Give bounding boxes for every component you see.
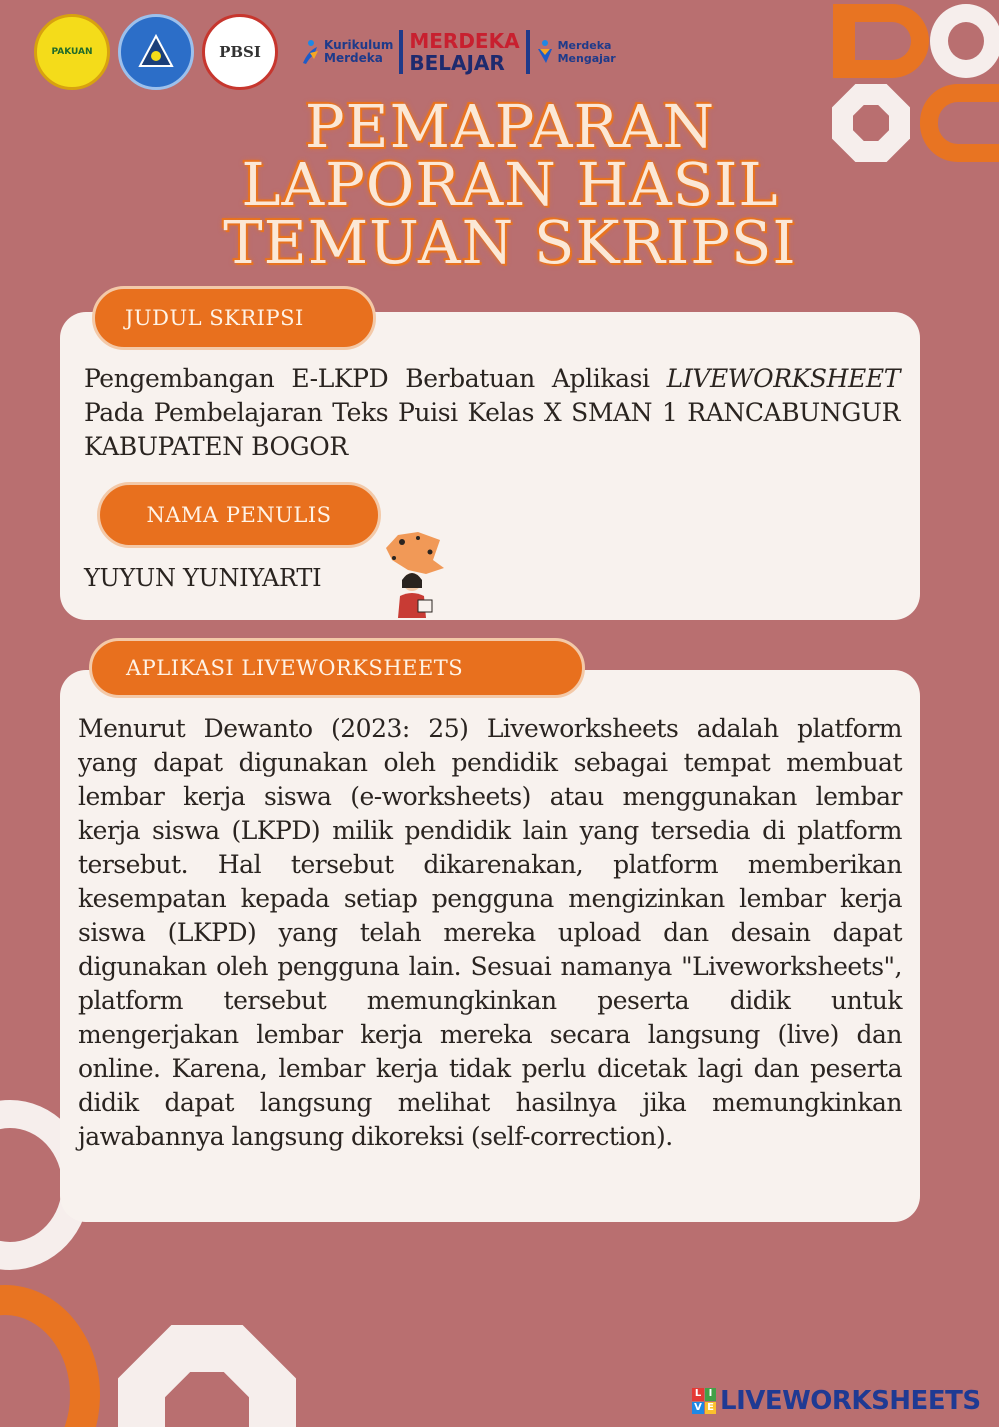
- title-line3: TEMUAN SKRIPSI: [223, 208, 797, 277]
- title-line2: LAPORAN HASIL: [241, 150, 779, 219]
- decor-orange-arc-left: [0, 1285, 100, 1427]
- fkip-logo: [118, 14, 194, 90]
- fkip-emblem-icon: [136, 32, 176, 72]
- header-logos: [34, 14, 616, 90]
- student-illustration-icon: [378, 530, 448, 620]
- merdeka-belajar-line2: BELAJAR: [409, 51, 505, 75]
- title-line1: PEMAPARAN: [304, 92, 716, 161]
- kurikulum-line2: Merdeka: [324, 51, 383, 65]
- decor-orange-arc-right: [920, 84, 999, 162]
- merdeka-mengajar-line2: Mengajar: [557, 52, 616, 65]
- unpak-logo: [34, 14, 110, 90]
- nama-penulis-label: [97, 482, 381, 548]
- merdeka-mengajar-figure-icon: [536, 39, 554, 65]
- decor-orange-d-shape: [833, 4, 929, 78]
- liveworksheets-grid-icon: L I V E: [692, 1388, 716, 1414]
- merdeka-mengajar-logo: [536, 39, 616, 65]
- author-name: YUYUN YUNIYARTI: [84, 564, 322, 592]
- judul-text: [84, 362, 900, 464]
- kurikulum-line1: Kurikulum: [324, 38, 394, 52]
- judul-text-pre: Pengembangan E-LKPD Berbatuan Aplikasi: [84, 364, 667, 393]
- judul-text-italic: LIVEWORKSHEET: [666, 364, 900, 393]
- aplikasi-liveworksheets-label: [89, 638, 585, 698]
- aplikasi-label-text: APLIKASI LIVEWORKSHEETS: [126, 656, 464, 680]
- liveworksheets-footer-logo: [692, 1386, 981, 1416]
- pbsi-logo: [202, 14, 278, 90]
- pbsi-logo-text: PBSI: [219, 43, 261, 61]
- liveworksheets-footer-text: LIVEWORKSHEETS: [720, 1386, 981, 1416]
- merdeka-belajar-line1: MERDEKA: [409, 29, 520, 53]
- judul-label-text: JUDUL SKRIPSI: [125, 306, 304, 330]
- judul-text-post: Pada Pembelajaran Teks Puisi Kelas X SMAN 1 RANCABUNGUR KABUPATEN BOGOR: [84, 398, 900, 461]
- kurikulum-figure-icon: [300, 39, 320, 65]
- merdeka-belajar-logo: [409, 30, 519, 74]
- ministry-brands: [300, 30, 616, 74]
- unpak-logo-text: PAKUAN: [51, 47, 93, 57]
- page-title: [100, 92, 920, 277]
- judul-skripsi-label: [92, 286, 376, 350]
- kurikulum-merdeka-logo: [300, 39, 393, 65]
- brand-divider: [399, 30, 403, 74]
- brand-divider: [526, 30, 530, 74]
- aplikasi-body-text: Menurut Dewanto (2023: 25) Liveworksheets adalah platform yang dapat digunakan oleh pendidik sebagai tempat membuat lembar kerja siswa (e-worksheets) atau menggunakan lembar kerja siswa (LKPD) milik pendidik lain yang tersedia di platform tersebut. Hal tersebut dikarenakan, platform memberikan kesempatan kepada setiap pengguna mengizinkan lembar kerja siswa (LKPD) yang telah mereka upload dan desain dapat digunakan oleh pengguna lain. Sesuai namanya "Liveworksheets", platform tersebut memungkinkan peserta didik untuk mengerjakan lembar kerja mereka secara langsung (live) dan online. Karena, lembar kerja tidak perlu dicetak lagi dan peserta didik dapat langsung melihat hasilnya jika memungkinkan jawabannya langsung dikoreksi (self-correction).: [78, 714, 902, 1151]
- merdeka-mengajar-line1: Merdeka: [557, 39, 612, 52]
- nama-label-text: NAMA PENULIS: [146, 503, 332, 527]
- decor-white-ring: [930, 4, 999, 78]
